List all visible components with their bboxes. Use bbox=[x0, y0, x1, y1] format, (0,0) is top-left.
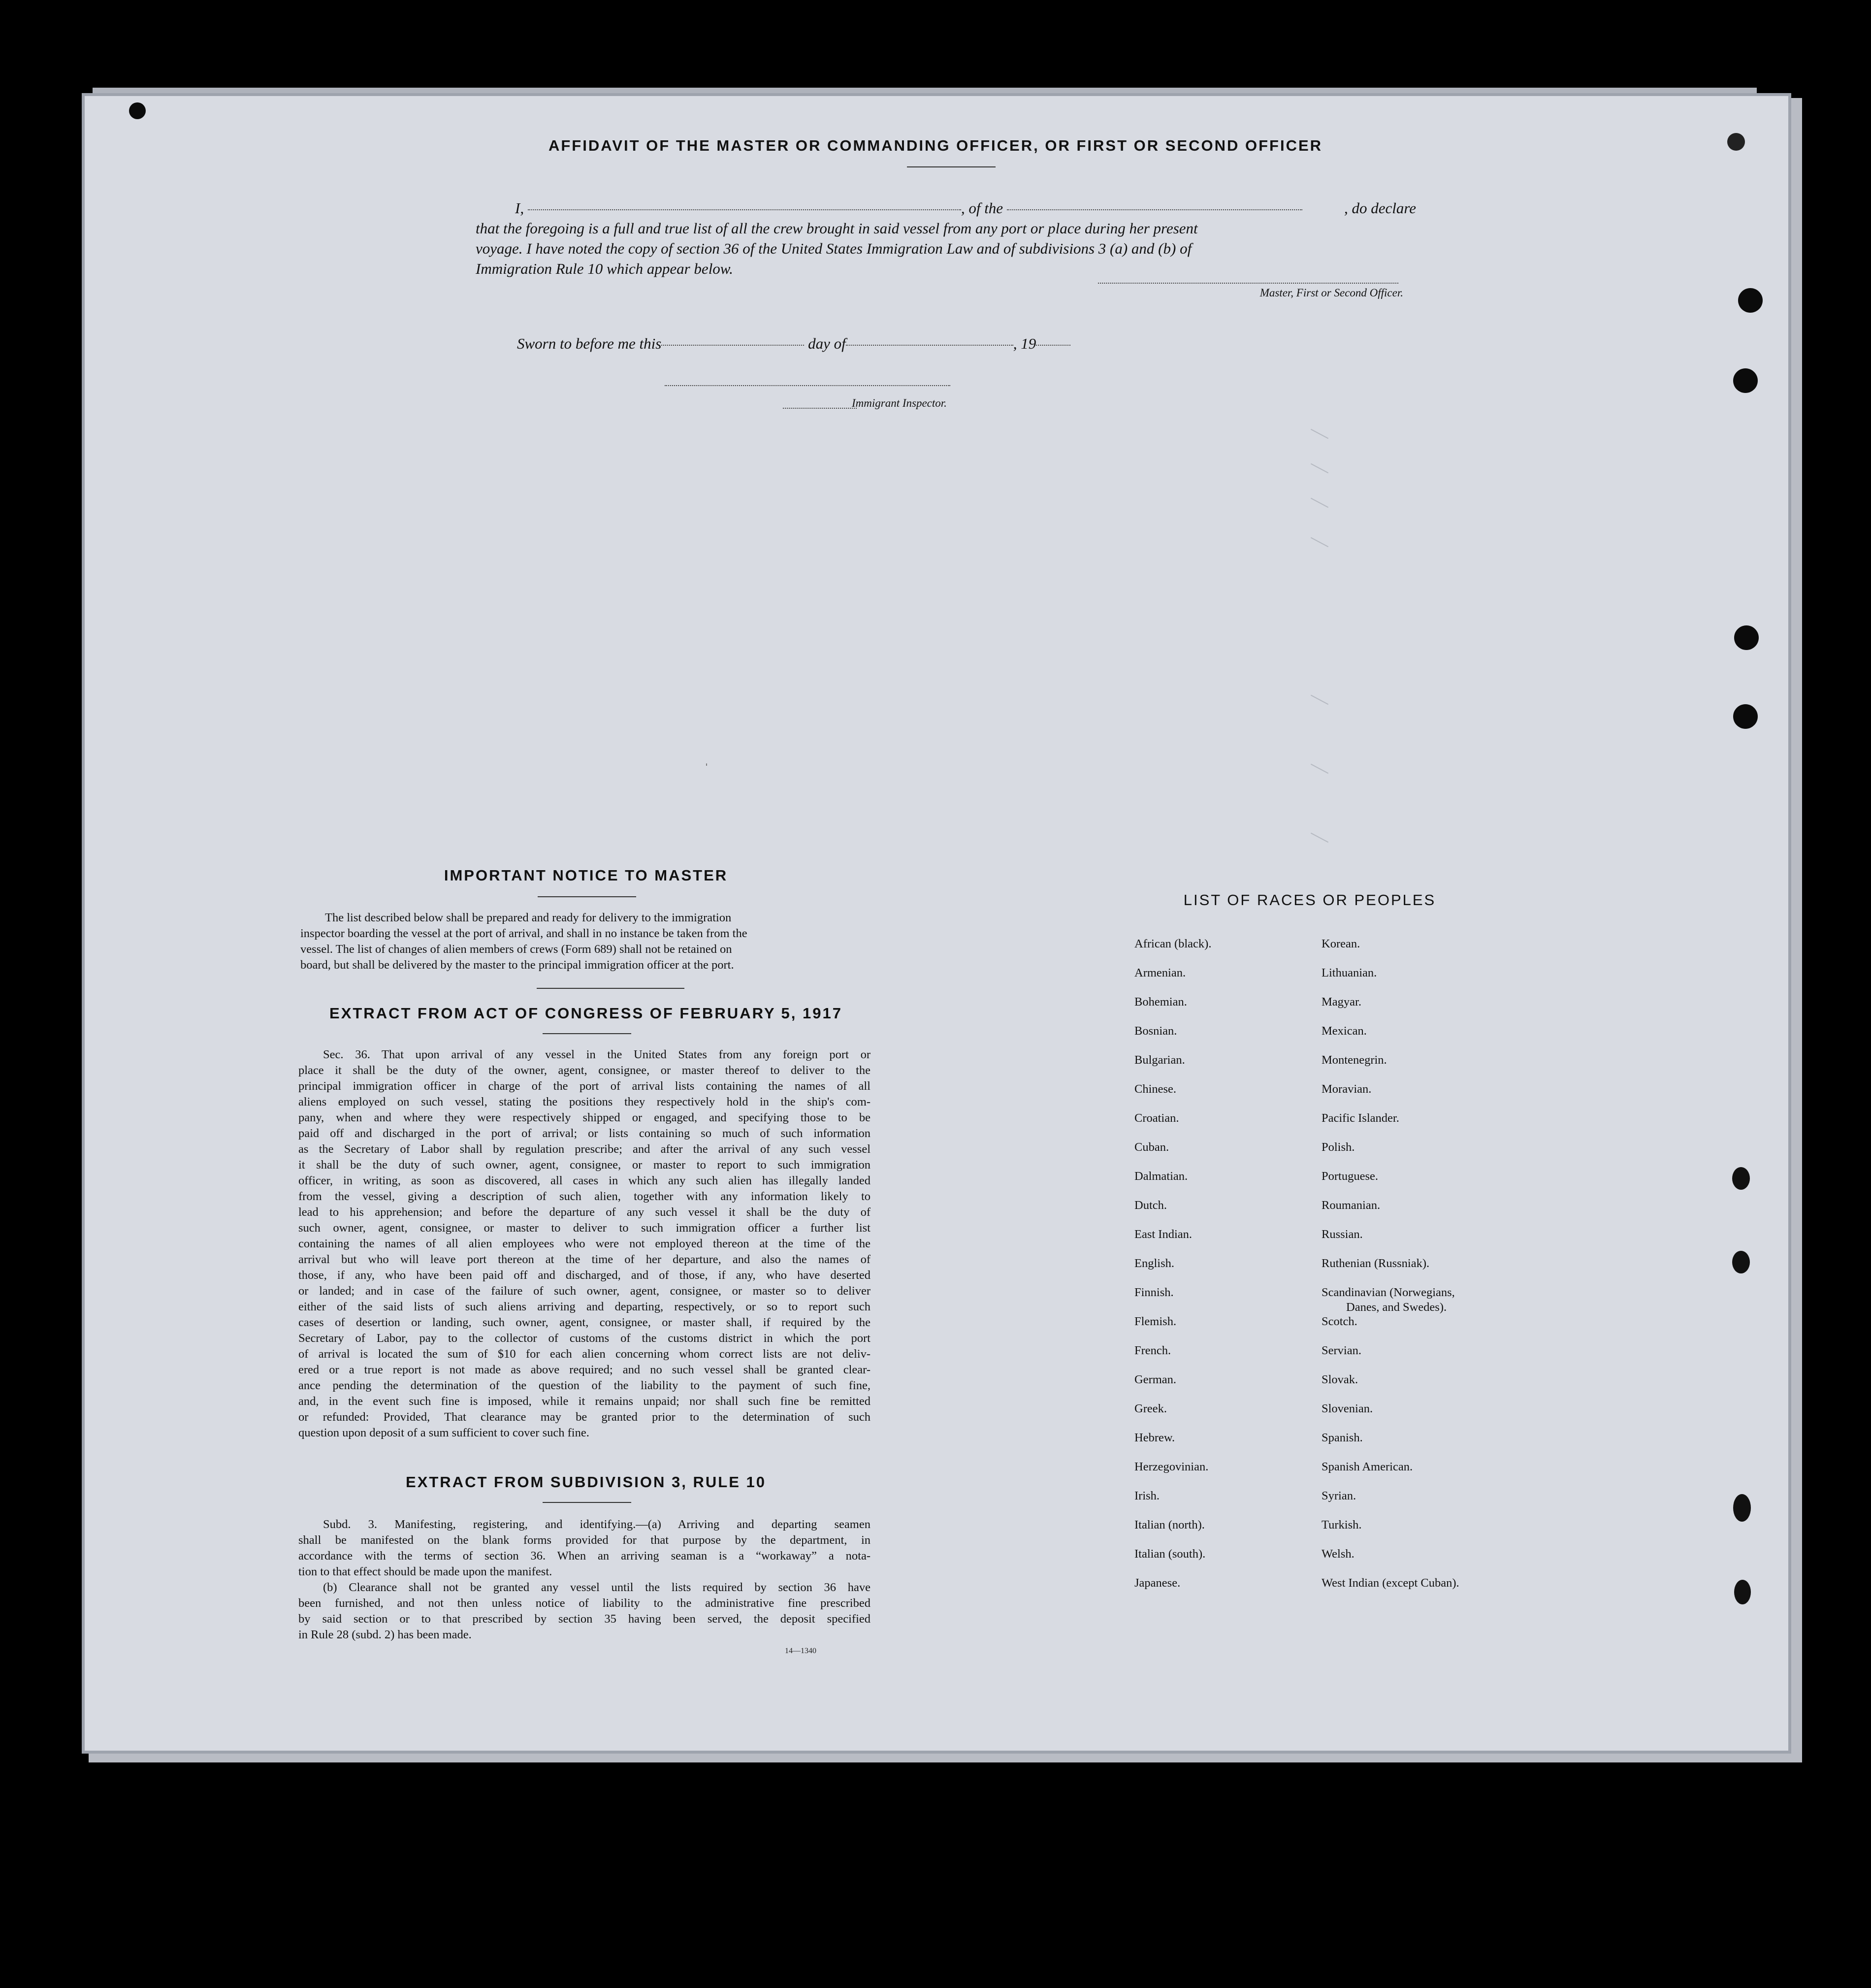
race-label: Croatian. bbox=[1134, 1111, 1179, 1125]
race-label: Welsh. bbox=[1322, 1547, 1355, 1561]
day-of-label: day of bbox=[808, 335, 846, 352]
race-label: Portuguese. bbox=[1322, 1170, 1378, 1183]
day-blank[interactable] bbox=[661, 345, 804, 346]
race-label: Polish. bbox=[1322, 1141, 1355, 1154]
name-blank[interactable] bbox=[528, 209, 961, 210]
notice-line: vessel. The list of changes of alien members of crews (Form 689) shall not be retained on bbox=[300, 943, 732, 956]
punch-hole bbox=[129, 102, 146, 119]
race-label: Cuban. bbox=[1134, 1141, 1169, 1154]
race-label: Scotch. bbox=[1322, 1315, 1357, 1328]
extract-line: pany, when and where they were respectively shipped or engaged, and specifying those to be bbox=[298, 1111, 871, 1124]
races-column-2 bbox=[1322, 937, 1459, 1605]
extract-line: as the Secretary of Labor shall by regulation prescribe; and after the arrival of any such vessel bbox=[298, 1142, 871, 1156]
act-divider bbox=[543, 1033, 631, 1034]
punch-hole bbox=[1732, 1251, 1750, 1273]
race-label: Montenegrin. bbox=[1322, 1053, 1387, 1067]
race-label: Pacific Islander. bbox=[1322, 1111, 1399, 1125]
race-label: Scandinavian (Norwegians, bbox=[1322, 1286, 1455, 1299]
punch-hole bbox=[1734, 625, 1759, 650]
race-label: Herzegovinian. bbox=[1134, 1460, 1209, 1473]
extract-line: paid off and discharged in the port of arrival; or lists containing so much of such information bbox=[298, 1127, 871, 1140]
extract-line: shall be manifested on the blank forms provided for that purpose by the department, in bbox=[298, 1533, 871, 1547]
extract-line: by said section or to that prescribed by section 35 having been served, the deposit specified bbox=[298, 1612, 871, 1626]
extract-line: either of the said lists of such aliens arriving and departing, respectively, or so to report such bbox=[298, 1300, 871, 1313]
race-item bbox=[1322, 1314, 1459, 1343]
extract-line: place it shall be the duty of the owner, agent, consignee, or master thereof to deliver to the bbox=[298, 1064, 871, 1077]
race-label: West Indian (except Cuban). bbox=[1322, 1576, 1459, 1590]
race-label: German. bbox=[1134, 1373, 1177, 1386]
race-label: Ruthenian (Russniak). bbox=[1322, 1257, 1430, 1270]
race-label: Finnish. bbox=[1134, 1286, 1174, 1299]
race-item bbox=[1134, 1082, 1211, 1111]
extract-line: it shall be the duty of such owner, agent, consignee, or master to report to such immigration bbox=[298, 1158, 871, 1172]
race-item bbox=[1134, 1431, 1211, 1460]
race-item bbox=[1134, 1024, 1211, 1053]
race-label: Servian. bbox=[1322, 1344, 1361, 1357]
race-item bbox=[1134, 1372, 1211, 1401]
race-label: Armenian. bbox=[1134, 966, 1186, 979]
extract-line: tion to that effect should be made upon the manifest. bbox=[298, 1565, 552, 1578]
race-item bbox=[1322, 1053, 1459, 1082]
race-item bbox=[1322, 1111, 1459, 1140]
race-item bbox=[1134, 1314, 1211, 1343]
race-label: Roumanian. bbox=[1322, 1199, 1381, 1212]
race-item bbox=[1134, 1518, 1211, 1547]
extract-line: ance pending the determination of the question of the liability to the payment of such fine, bbox=[298, 1379, 871, 1392]
race-label: Italian (north). bbox=[1134, 1518, 1205, 1532]
notice-line: The list described below shall be prepared and ready for delivery to the immigration bbox=[325, 911, 732, 924]
affidavit-declaration bbox=[476, 198, 1416, 279]
race-label: Chinese. bbox=[1134, 1082, 1177, 1096]
stray-mark: ˈ bbox=[704, 761, 709, 777]
notice-body bbox=[300, 910, 871, 973]
master-signature-label: Master, First or Second Officer. bbox=[1259, 287, 1403, 299]
race-label: Korean. bbox=[1322, 937, 1360, 950]
extract-line: officer, in writing, as soon as discovered, all cases in which any such alien has illegally landed bbox=[298, 1174, 871, 1187]
extract-line: from the vessel, giving a description of such alien, together with any information likely to bbox=[298, 1190, 871, 1203]
race-item bbox=[1322, 1198, 1459, 1227]
i-label: I, bbox=[515, 199, 524, 217]
race-label: Flemish. bbox=[1134, 1315, 1177, 1328]
extract-line: and, in the event such fine is imposed, while it remains unpaid; nor shall such fine be remitted bbox=[298, 1395, 871, 1408]
extract-line: lead to his apprehension; and before the departure of any such vessel it shall be the duty of bbox=[298, 1206, 871, 1219]
race-item bbox=[1134, 1547, 1211, 1576]
race-item bbox=[1322, 1285, 1459, 1314]
extract-line: principal immigration officer in charge of the port of arrival lists containing the names of all bbox=[298, 1079, 871, 1093]
race-label: Moravian. bbox=[1322, 1082, 1372, 1096]
race-item bbox=[1134, 966, 1211, 995]
race-label: Irish. bbox=[1134, 1489, 1160, 1502]
rule-extract-title: EXTRACT FROM SUBDIVISION 3, RULE 10 bbox=[406, 1473, 766, 1491]
act-extract-title: EXTRACT FROM ACT OF CONGRESS OF FEBRUARY 5, 1917 bbox=[329, 1005, 842, 1022]
form-number: 14—1340 bbox=[785, 1647, 816, 1655]
race-label: Magyar. bbox=[1322, 995, 1361, 1009]
inspector-signature-line[interactable] bbox=[665, 385, 950, 386]
race-item bbox=[1322, 1227, 1459, 1256]
race-item bbox=[1134, 1576, 1211, 1605]
declaration-line-4: Immigration Rule 10 which appear below. bbox=[476, 260, 733, 277]
races-title: LIST OF RACES OR PEOPLES bbox=[1183, 891, 1436, 909]
race-item bbox=[1322, 1401, 1459, 1431]
extract-line: Subd. 3. Manifesting, registering, and identifying.—(a) Arriving and departing seamen bbox=[323, 1518, 871, 1531]
punch-hole bbox=[1738, 288, 1763, 313]
punch-hole bbox=[1727, 133, 1745, 151]
race-label: Bohemian. bbox=[1134, 995, 1187, 1009]
race-item bbox=[1134, 1111, 1211, 1140]
race-label: Bulgarian. bbox=[1134, 1053, 1185, 1067]
race-item bbox=[1322, 1489, 1459, 1518]
extract-line: in Rule 28 (subd. 2) has been made. bbox=[298, 1628, 472, 1641]
race-item bbox=[1322, 1343, 1459, 1372]
race-label: Dutch. bbox=[1134, 1199, 1167, 1212]
vessel-blank[interactable] bbox=[1007, 209, 1302, 210]
extract-line: question upon deposit of a sum sufficient to cover such fine. bbox=[298, 1426, 589, 1439]
act-extract-body bbox=[298, 1047, 871, 1441]
race-label: Dalmatian. bbox=[1134, 1170, 1188, 1183]
notice-end-divider bbox=[537, 988, 684, 989]
race-item bbox=[1322, 1256, 1459, 1285]
race-item bbox=[1322, 995, 1459, 1024]
race-label: English. bbox=[1134, 1257, 1174, 1270]
month-blank[interactable] bbox=[846, 345, 1013, 346]
punch-hole bbox=[1734, 1580, 1751, 1604]
extract-line: such owner, agent, consignee, or master to deliver to such immigration officer a further list bbox=[298, 1221, 871, 1235]
race-item bbox=[1322, 1024, 1459, 1053]
race-label: Russian. bbox=[1322, 1228, 1363, 1241]
race-item bbox=[1322, 966, 1459, 995]
race-label: Slovenian. bbox=[1322, 1402, 1373, 1415]
race-label: Italian (south). bbox=[1134, 1547, 1206, 1561]
year-blank[interactable] bbox=[1036, 345, 1070, 346]
race-label: Spanish American. bbox=[1322, 1460, 1413, 1473]
race-item bbox=[1134, 1140, 1211, 1169]
extract-line: of arrival is located the sum of $10 for each alien concerning whom correct lists are not deliv- bbox=[298, 1347, 871, 1361]
extract-line: arrival but who will leave port thereon at the time of her departure, and also the names of bbox=[298, 1253, 871, 1266]
notice-line: inspector boarding the vessel at the port of arrival, and shall in no instance be taken from the bbox=[300, 927, 747, 940]
race-item bbox=[1134, 1053, 1211, 1082]
race-label: Greek. bbox=[1134, 1402, 1167, 1415]
extract-line: aliens employed on such vessel, stating the positions they respectively hold in the ship's com- bbox=[298, 1095, 871, 1108]
extract-line: Secretary of Labor, pay to the collector of customs of the customs district in which the port bbox=[298, 1332, 871, 1345]
race-item bbox=[1322, 1082, 1459, 1111]
affidavit-title: AFFIDAVIT OF THE MASTER OR COMMANDING OFFICER, OR FIRST OR SECOND OFFICER bbox=[548, 137, 1323, 154]
race-item bbox=[1322, 1169, 1459, 1198]
rule-divider bbox=[543, 1502, 631, 1503]
race-item bbox=[1322, 1576, 1459, 1605]
race-label: Spanish. bbox=[1322, 1431, 1363, 1444]
declaration-line-2: that the foregoing is a full and true list of all the crew brought in said vessel from any port or place during her present bbox=[476, 220, 1198, 237]
race-item bbox=[1322, 1518, 1459, 1547]
race-item bbox=[1322, 1372, 1459, 1401]
extract-line: those, if any, who have been paid off and discharged, and of those, if any, who have deserted bbox=[298, 1269, 871, 1282]
race-label: Lithuanian. bbox=[1322, 966, 1377, 979]
declaration-line-1 bbox=[476, 198, 1416, 218]
extract-line: or refunded: Provided, That clearance may be granted prior to the determination of such bbox=[298, 1410, 871, 1424]
race-item bbox=[1322, 937, 1459, 966]
of-the-label: , of the bbox=[961, 199, 1003, 217]
race-item bbox=[1134, 995, 1211, 1024]
extract-line: ered or a true report is not made as above required; and no such vessel shall be granted clear- bbox=[298, 1363, 871, 1376]
punch-hole bbox=[1732, 1167, 1750, 1190]
inspector-label: Immigrant Inspector. bbox=[852, 397, 947, 409]
race-item bbox=[1134, 1489, 1211, 1518]
race-label-continuation: Danes, and Swedes). bbox=[1346, 1301, 1447, 1314]
race-label: French. bbox=[1134, 1344, 1171, 1357]
race-item bbox=[1134, 1169, 1211, 1198]
extract-line: Sec. 36. That upon arrival of any vessel in the United States from any foreign port or bbox=[323, 1048, 871, 1061]
inspector-signature-line-2[interactable] bbox=[783, 408, 857, 409]
race-label: Turkish. bbox=[1322, 1518, 1362, 1532]
extract-line: been furnished, and not then unless notice of liability to the administrative fine prescribed bbox=[298, 1597, 871, 1610]
race-label: Bosnian. bbox=[1134, 1024, 1177, 1038]
race-label: Japanese. bbox=[1134, 1576, 1181, 1590]
declaration-line-3: voyage. I have noted the copy of section 36 of the United States Immigration Law and of subdivisions 3 (a) and (b) of bbox=[476, 240, 1192, 257]
extract-line: cases of desertion or landing, such owner, agent, consignee, or master shall, if required by the bbox=[298, 1316, 871, 1329]
extract-line: or landed; and in case of the failure of such owner, agent, consignee, or master so to deliver bbox=[298, 1284, 871, 1298]
race-item bbox=[1322, 1431, 1459, 1460]
title-divider bbox=[907, 166, 996, 167]
race-label: Syrian. bbox=[1322, 1489, 1356, 1502]
punch-hole bbox=[1733, 704, 1758, 729]
race-item bbox=[1134, 1198, 1211, 1227]
punch-hole bbox=[1733, 368, 1758, 393]
race-label: Hebrew. bbox=[1134, 1431, 1175, 1444]
race-label: East Indian. bbox=[1134, 1228, 1193, 1241]
race-item bbox=[1134, 937, 1211, 966]
races-column-1 bbox=[1134, 937, 1211, 1605]
extract-line: (b) Clearance shall not be granted any vessel until the lists required by section 36 have bbox=[323, 1581, 871, 1594]
race-item bbox=[1322, 1140, 1459, 1169]
race-label: Mexican. bbox=[1322, 1024, 1367, 1038]
year-label: , 19 bbox=[1013, 335, 1036, 352]
notice-title: IMPORTANT NOTICE TO MASTER bbox=[444, 867, 728, 884]
notice-divider bbox=[538, 896, 636, 897]
rule-extract-body bbox=[298, 1517, 871, 1643]
race-label: African (black). bbox=[1134, 937, 1212, 950]
punch-hole bbox=[1733, 1494, 1751, 1522]
race-item bbox=[1134, 1285, 1211, 1314]
extract-line: accordance with the terms of section 36. When an arriving seaman is a “workaway” a nota- bbox=[298, 1549, 871, 1563]
sworn-line bbox=[517, 335, 1070, 353]
do-declare-label: , do declare bbox=[1344, 199, 1416, 217]
race-item bbox=[1134, 1460, 1211, 1489]
race-item bbox=[1134, 1227, 1211, 1256]
extract-line: containing the names of all alien employees who were not employed thereon at the time of the bbox=[298, 1237, 871, 1250]
notice-line: board, but shall be delivered by the master to the principal immigration officer at the port. bbox=[300, 958, 734, 972]
race-item bbox=[1322, 1460, 1459, 1489]
race-item bbox=[1134, 1256, 1211, 1285]
sworn-label: Sworn to before me this bbox=[517, 335, 662, 352]
master-signature-line[interactable] bbox=[1098, 283, 1398, 284]
race-item bbox=[1134, 1401, 1211, 1431]
race-item bbox=[1322, 1547, 1459, 1576]
race-label: Slovak. bbox=[1322, 1373, 1358, 1386]
race-item bbox=[1134, 1343, 1211, 1372]
